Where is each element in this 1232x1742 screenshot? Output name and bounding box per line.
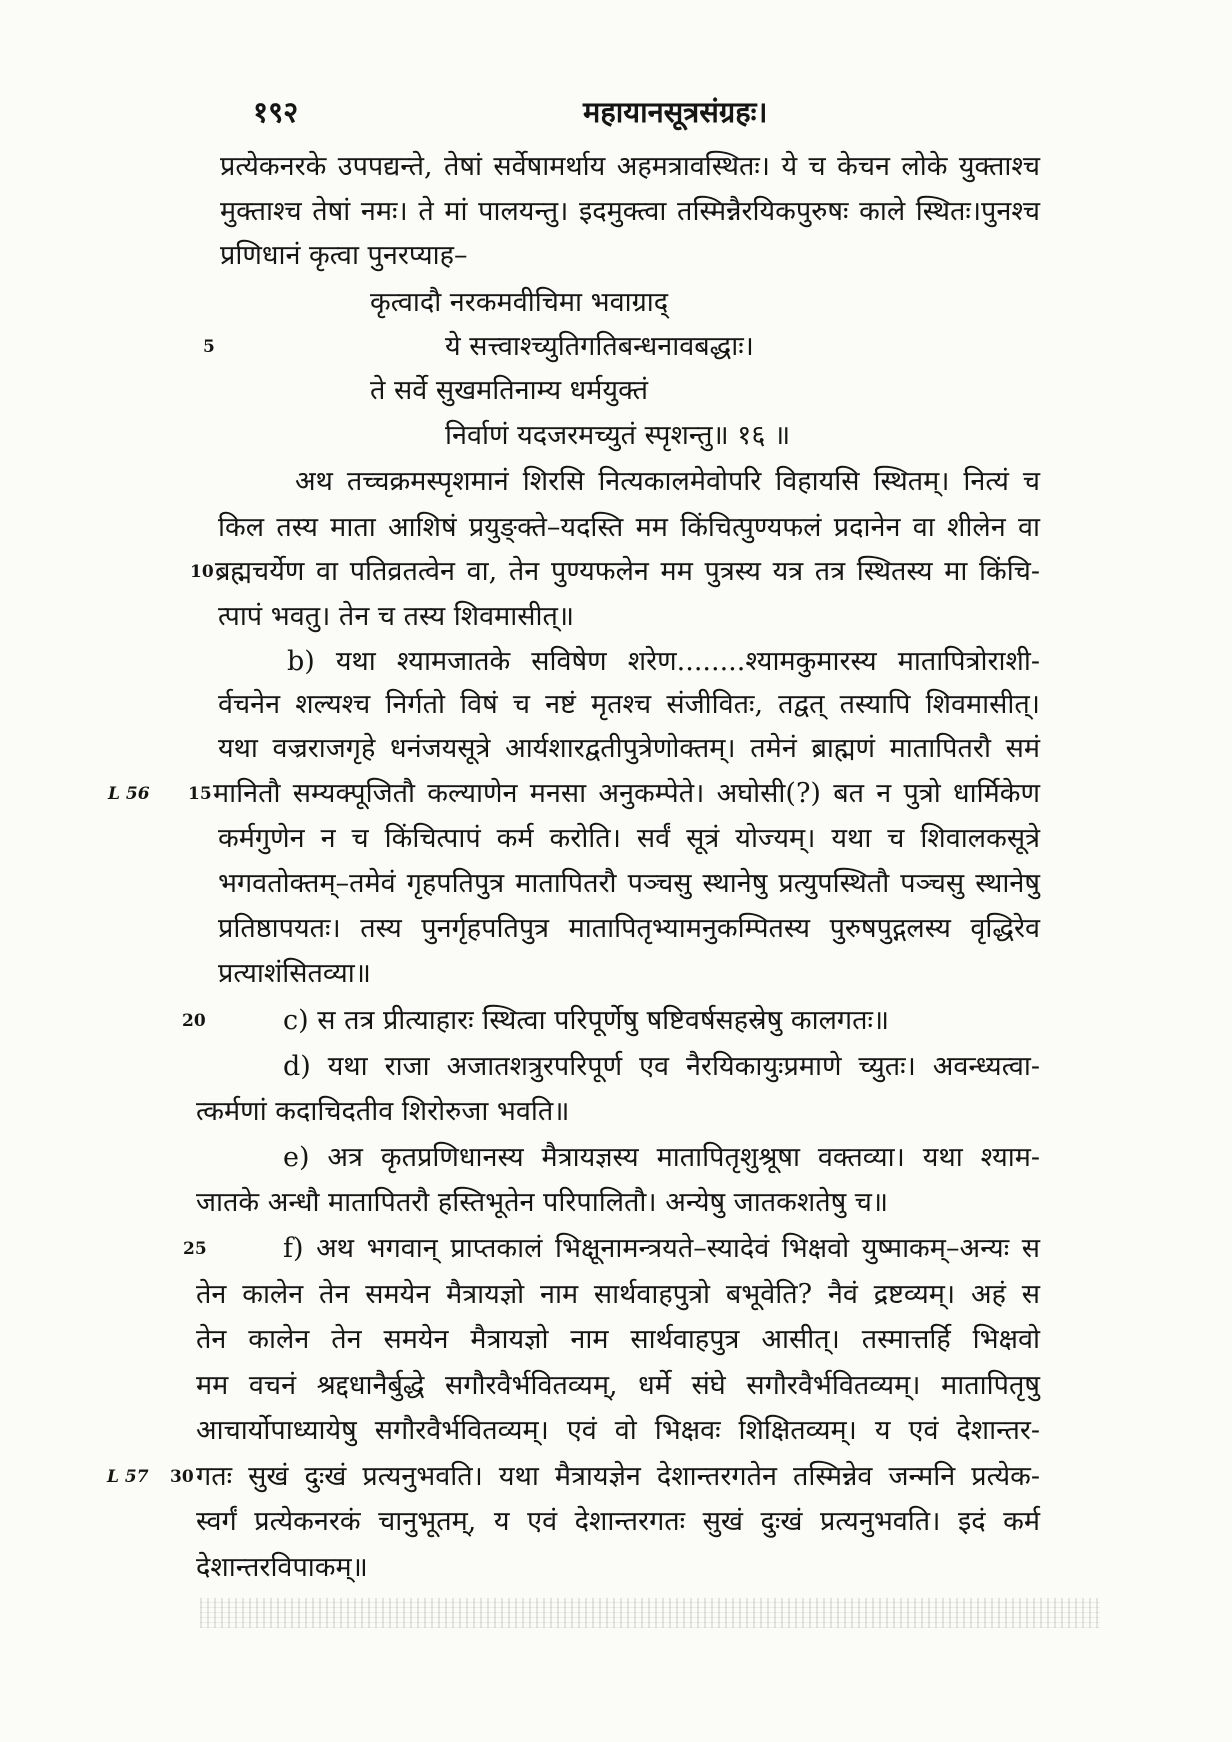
margin-reference: L 57 — [107, 1467, 149, 1487]
line-text: e) अत्र कृतप्रणिधानस्य मैत्रायज्ञस्य मातापितृशुश्रूषा वक्तव्या। यथा श्याम- — [283, 1142, 1040, 1173]
text-line — [0, 727, 1232, 771]
line-text: अथ तच्चक्रमस्पृशमानं शिरसि नित्यकालमेवोपरि विहायसि स्थितम्। नित्यं च — [295, 466, 1040, 497]
margin-reference: L 56 — [108, 784, 150, 804]
line-number: 25 — [183, 1239, 207, 1259]
line-text: मानितौ सम्यक्पूजितौ कल्याणेन मनसा अनुकम्पेते। अघोसी(?) बत न पुत्रो धार्मिकेण — [213, 778, 1040, 809]
verse-line — [0, 414, 1232, 458]
verse-line — [0, 369, 1232, 413]
line-text: आचार्योपाध्यायेषु सगौरवैर्भवितव्यम्। एवं वो भिक्षवः शिक्षितव्यम्। य एवं देशान्तर- — [196, 1415, 1040, 1446]
text-line — [0, 234, 1232, 278]
line-text: f) अथ भगवान् प्राप्तकालं भिक्षूनामन्त्रयते–स्यादेवं भिक्षवो युष्माकम्–अन्यः स — [283, 1233, 1040, 1264]
text-line — [0, 1045, 1232, 1089]
text-line — [0, 1273, 1232, 1317]
text-line — [0, 1318, 1232, 1362]
line-number: 20 — [182, 1011, 206, 1031]
text-line — [0, 907, 1232, 951]
text-line — [0, 190, 1232, 234]
text-line — [0, 145, 1232, 189]
text-line — [0, 506, 1232, 550]
line-text: निर्वाणं यदजरमच्युतं स्पृशन्तु॥ १६ ॥ — [445, 420, 791, 451]
text-line — [0, 1455, 1232, 1499]
text-line — [0, 862, 1232, 906]
line-text: ब्रह्मचर्येण वा पतिव्रतत्वेन वा, तेन पुण्यफलेन मम पुत्रस्य यत्र तत्र स्थितस्य मा किंचि- — [215, 556, 1040, 587]
line-text: कर्मगुणेन न च किंचित्पापं कर्म करोति। सर्वं सूत्रं योज्यम्। यथा च शिवालकसूत्रे — [218, 823, 1040, 854]
scan-noise — [200, 1598, 1100, 1628]
text-line — [0, 1227, 1232, 1271]
verse-line — [0, 325, 1232, 369]
line-number: 5 — [203, 337, 215, 357]
line-text: तेन कालेन तेन समयेन मैत्रायज्ञो नाम सार्थवाहपुत्र आसीत्। तस्मात्तर्हि भिक्षवो — [196, 1324, 1040, 1355]
line-text: ये सत्त्वाश्च्युतिगतिबन्धनावबद्धाः। — [445, 331, 754, 362]
text-line — [0, 1409, 1232, 1453]
line-text: प्रणिधानं कृत्वा पुनरप्याह– — [220, 240, 468, 271]
text-line — [0, 1090, 1232, 1134]
text-line — [0, 1136, 1232, 1180]
text-line — [0, 683, 1232, 727]
line-text: c) स तत्र प्रीत्याहारः स्थित्वा परिपूर्णेषु षष्टिवर्षसहस्रेषु कालगतः॥ — [283, 1005, 890, 1036]
line-number: 10 — [190, 562, 214, 582]
line-text: प्रत्याशंसितव्या॥ — [218, 958, 371, 989]
line-text: त्पापं भवतु। तेन च तस्य शिवमासीत्॥ — [218, 601, 575, 632]
line-text: d) यथा राजा अजातशत्रुरपरिपूर्ण एव नैरयिकायुःप्रमाणे च्युतः। अवन्ध्यत्वा- — [283, 1051, 1040, 1082]
line-text: गतः सुखं दुःखं प्रत्यनुभवति। यथा मैत्रायज्ञेन देशान्तरगतेन तस्मिन्नेव जन्मनि प्रत्येक- — [196, 1461, 1040, 1492]
text-line — [0, 1364, 1232, 1408]
line-number: 15 — [188, 784, 212, 804]
line-text: यथा वज्रराजगृहे धनंजयसूत्रे आर्यशारद्वतीपुत्रेणोक्तम्। तमेनं ब्राह्मणं मातापितरौ समं — [218, 733, 1040, 764]
line-number: 30 — [170, 1467, 194, 1487]
text-line — [0, 952, 1232, 996]
page-header — [0, 92, 1232, 142]
line-text: र्वचनेन शल्यश्च निर्गतो विषं च नष्टं मृतश्च संजीवितः, तद्वत् तस्यापि शिवमासीत्। — [218, 689, 1040, 720]
line-text: b) यथा श्यामजातके सविषेण शरेण........श्यामकुमारस्य मातापित्रोराशी- — [287, 646, 1040, 677]
text-line — [0, 1181, 1232, 1225]
line-text: जातके अन्धौ मातापितरौ हस्तिभूतेन परिपालितौ। अन्येषु जातकशतेषु च॥ — [196, 1187, 889, 1218]
text-line — [0, 640, 1232, 684]
line-text: प्रतिष्ठापयतः। तस्य पुनर्गृहपतिपुत्र मातापितृभ्यामनुकम्पितस्य पुरुषपुद्गलस्य वृद्धिरेव — [218, 913, 1040, 944]
page-number: १९२ — [253, 95, 299, 129]
running-title: महायानसूत्रसंग्रहः। — [583, 95, 768, 129]
text-line — [0, 817, 1232, 861]
line-text: भगवतोक्तम्–तमेवं गृहपतिपुत्र मातापितरौ पञ्चसु स्थानेषु प्रत्युपस्थितौ पञ्चसु स्थानेषु — [218, 868, 1040, 899]
text-line — [0, 772, 1232, 816]
text-line — [0, 1500, 1232, 1544]
verse-line — [0, 281, 1232, 325]
line-text: त्कर्मणां कदाचिदतीव शिरोरुजा भवति॥ — [196, 1096, 570, 1127]
text-line — [0, 1546, 1232, 1590]
line-text: किल तस्य माता आशिषं प्रयुङ्क्ते–यदस्ति मम किंचित्पुण्यफलं प्रदानेन वा शीलेन वा — [218, 512, 1040, 543]
line-text: तेन कालेन तेन समयेन मैत्रायज्ञो नाम सार्थवाहपुत्रो बभूवेति? नैवं द्रष्टव्यम्। अहं स — [196, 1279, 1040, 1310]
line-text: मुक्ताश्च तेषां नमः। ते मां पालयन्तु। इदमुक्त्वा तस्मिन्नैरयिकपुरुषः काले स्थितः।पुनश्च — [220, 196, 1040, 227]
line-text: मम वचनं श्रद्दधानैर्बुद्धे सगौरवैर्भवितव्यम्, धर्मे संघे सगौरवैर्भवितव्यम्। मातापितृषु — [196, 1370, 1040, 1401]
line-text: स्वर्गं प्रत्येकनरकं चानुभूतम्, य एवं देशान्तरगतः सुखं दुःखं प्रत्यनुभवति। इदं कर्म — [196, 1506, 1040, 1537]
line-text: ते सर्वे सुखमतिनाम्य धर्मयुक्तं — [370, 375, 648, 406]
text-line — [0, 595, 1232, 639]
line-text: कृत्वादौ नरकमवीचिमा भवाग्राद् — [370, 287, 669, 318]
text-line — [0, 999, 1232, 1043]
text-line — [0, 460, 1232, 504]
line-text: देशान्तरविपाकम्॥ — [196, 1552, 368, 1583]
line-text: प्रत्येकनरके उपपद्यन्ते, तेषां सर्वेषामर्थाय अहमत्रावस्थितः। ये च केचन लोके युक्ताश्च — [220, 151, 1040, 182]
text-line — [0, 550, 1232, 594]
